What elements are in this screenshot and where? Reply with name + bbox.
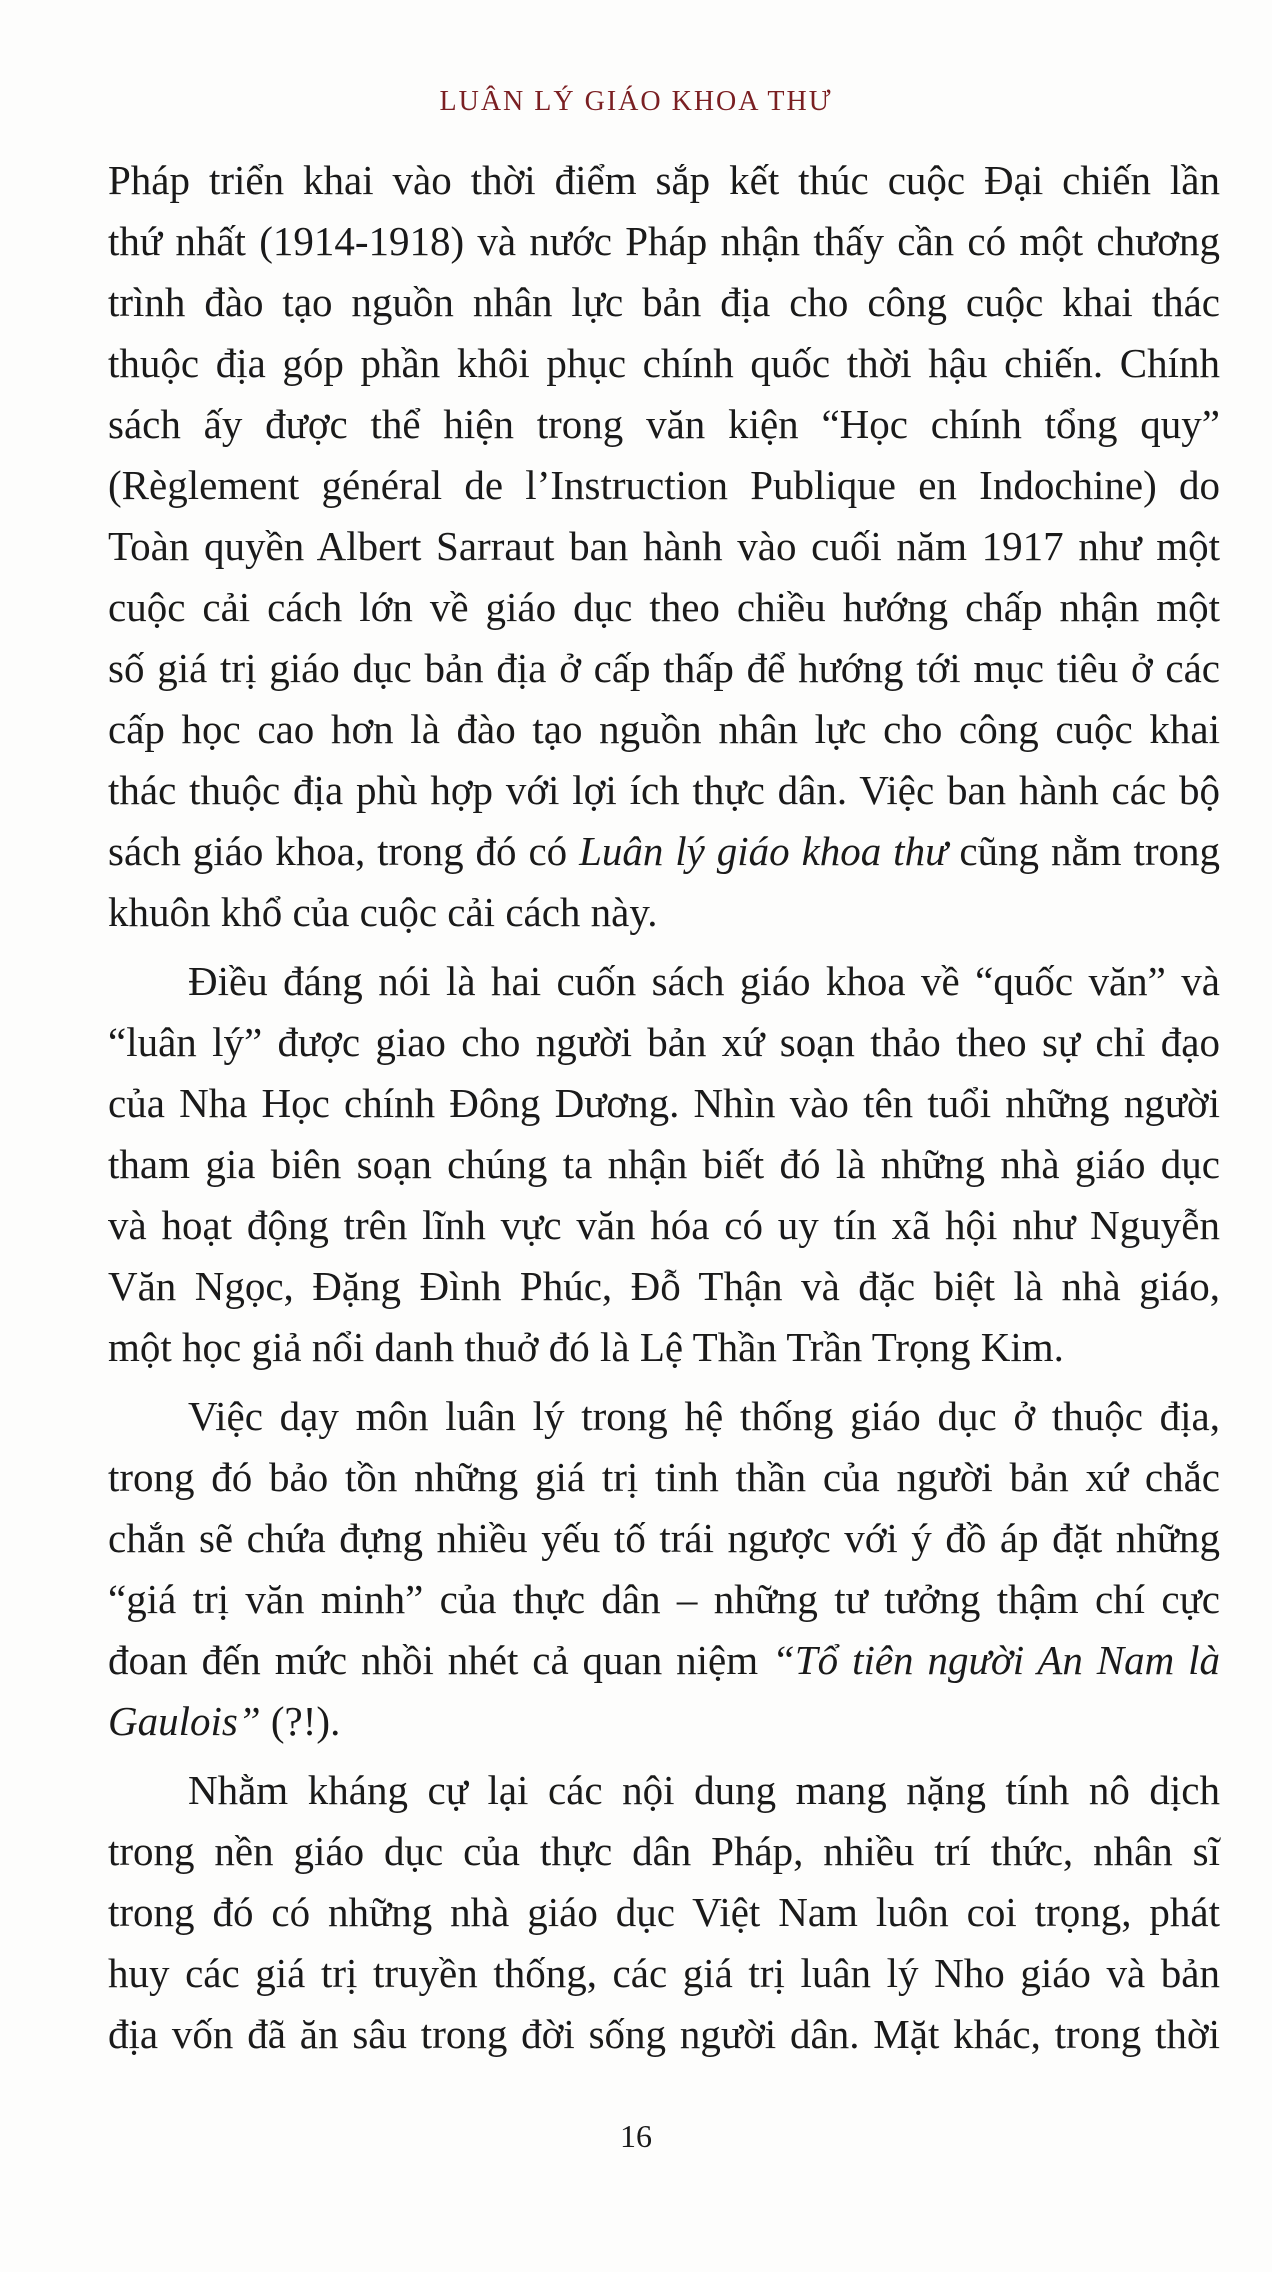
text-line: khuôn khổ của cuộc cải cách này. (108, 889, 658, 935)
text-line (108, 821, 1220, 882)
text-line (108, 1630, 1220, 1691)
text-line: thứ nhất (1914-1918) và nước Pháp nhận thấy cần có một chương (108, 218, 1220, 264)
text-span: (?!). (260, 1698, 341, 1744)
text-line: địa vốn đã ăn sâu trong đời sống người dân. Mặt khác, trong thời (108, 2011, 1220, 2057)
text-line: “luân lý” được giao cho người bản xứ soạn thảo theo sự chỉ đạo (108, 1019, 1220, 1065)
quote-italic: “Tổ tiên người An Nam là (772, 1637, 1220, 1683)
text-line: trình đào tạo nguồn nhân lực bản địa cho công cuộc khai thác (108, 279, 1220, 325)
text-span: cũng nằm trong (947, 828, 1220, 874)
text-line: số giá trị giáo dục bản địa ở cấp thấp để hướng tới mục tiêu ở các (108, 645, 1220, 691)
paragraph-4 (108, 1760, 1220, 2065)
text-line: huy các giá trị truyền thống, các giá trị luân lý Nho giáo và bản (108, 1950, 1220, 1996)
text-line: Điều đáng nói là hai cuốn sách giáo khoa về “quốc văn” và (188, 958, 1220, 1004)
text-line: Nhằm kháng cự lại các nội dung mang nặng tính nô dịch (188, 1767, 1220, 1813)
text-line: và hoạt động trên lĩnh vực văn hóa có uy tín xã hội như Nguyễn (108, 1202, 1220, 1248)
text-line (108, 1691, 1220, 1752)
text-line: “giá trị văn minh” của thực dân – những tư tưởng thậm chí cực (108, 1576, 1220, 1622)
text-line: chắn sẽ chứa đựng nhiều yếu tố trái ngược với ý đồ áp đặt những (108, 1515, 1220, 1561)
text-line: sách ấy được thể hiện trong văn kiện “Học chính tổng quy” (108, 401, 1220, 447)
quote-italic: Gaulois” (108, 1698, 261, 1744)
text-line: Toàn quyền Albert Sarraut ban hành vào cuối năm 1917 như một (108, 523, 1220, 569)
text-line: Việc dạy môn luân lý trong hệ thống giáo dục ở thuộc địa, (188, 1393, 1220, 1439)
text-line: (Règlement général de l’Instruction Publique en Indochine) do (108, 462, 1220, 508)
book-title-italic: Luân lý giáo khoa thư (579, 828, 948, 874)
text-line: trong nền giáo dục của thực dân Pháp, nhiều trí thức, nhân sĩ (108, 1828, 1220, 1874)
text-span: sách giáo khoa, trong đó có (108, 828, 580, 874)
text-line: trong đó bảo tồn những giá trị tinh thần của người bản xứ chắc (108, 1454, 1220, 1500)
text-line: thác thuộc địa phù hợp với lợi ích thực dân. Việc ban hành các bộ (108, 767, 1220, 813)
text-line: cuộc cải cách lớn về giáo dục theo chiều hướng chấp nhận một (108, 584, 1220, 630)
text-line: của Nha Học chính Đông Dương. Nhìn vào tên tuổi những người (108, 1080, 1220, 1126)
text-line: tham gia biên soạn chúng ta nhận biết đó là những nhà giáo dục (108, 1141, 1220, 1187)
paragraph-3 (108, 1386, 1220, 1752)
running-header: LUÂN LÝ GIÁO KHOA THƯ (439, 86, 833, 117)
text-line: Pháp triển khai vào thời điểm sắp kết thúc cuộc Đại chiến lần (108, 157, 1220, 203)
text-line: Văn Ngọc, Đặng Đình Phúc, Đỗ Thận và đặc biệt là nhà giáo, (108, 1263, 1220, 1309)
text-line: trong đó có những nhà giáo dục Việt Nam luôn coi trọng, phát (108, 1889, 1220, 1935)
body-text (108, 150, 1220, 2065)
paragraph-2 (108, 951, 1220, 1378)
text-line: một học giả nổi danh thuở đó là Lệ Thần Trần Trọng Kim. (108, 1324, 1064, 1370)
paragraph-1 (108, 150, 1220, 943)
page-number: 16 (620, 2118, 652, 2154)
text-line: cấp học cao hơn là đào tạo nguồn nhân lực cho công cuộc khai (108, 706, 1220, 752)
text-line: thuộc địa góp phần khôi phục chính quốc thời hậu chiến. Chính (108, 340, 1220, 386)
text-span: đoan đến mức nhồi nhét cả quan niệm (108, 1637, 773, 1683)
